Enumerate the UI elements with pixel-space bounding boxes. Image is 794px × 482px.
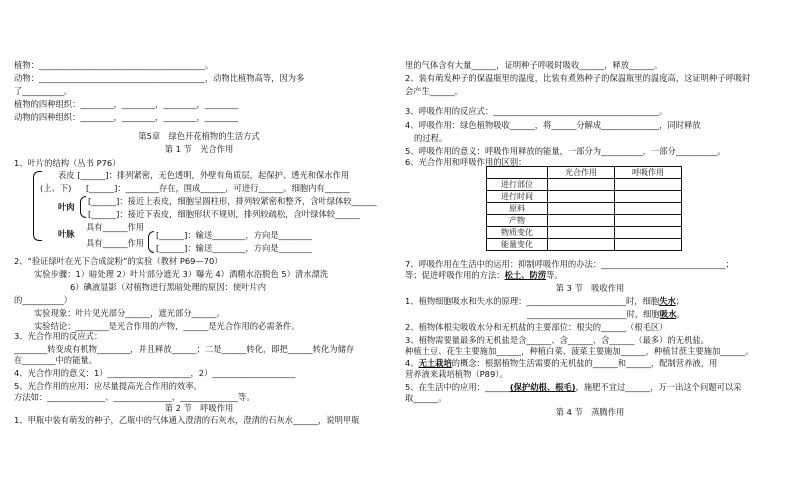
palisade-row: [______]：接近上表皮，细胞呈圆柱形，排列较紧密和整齐，含叶绿体较______: [88, 196, 377, 206]
section-title-respiration: 第 2 节 呼吸作用: [164, 403, 234, 413]
row-label: 产物: [487, 215, 548, 227]
q7-text-c: 等。: [546, 270, 563, 280]
q5-methods: 方法如：______________、______________、______________等。: [14, 392, 255, 402]
row-label: 物质变化: [487, 227, 548, 239]
animal-line: 动物：________________________________________，动物比植物高等，因为多: [14, 73, 305, 83]
experiment-conclusion: 实验结论：________是光合作用的产物，______是光合作用的必需条件。: [34, 321, 300, 331]
respiration-q4: 4、呼吸作用：绿色植物吸收______，将______分解成______________，同时释放: [405, 120, 701, 130]
row-label: 进行时间: [487, 191, 548, 203]
row-label: 进行部位: [487, 179, 548, 191]
animal-line-cont: 了__________。: [14, 86, 73, 96]
respiration-q7: 7、呼吸作用在生活中的运用：抑制呼吸作用的办法：______________________________；: [405, 259, 734, 269]
table-row: [487, 203, 682, 215]
table-row: [487, 239, 682, 251]
q1b-end: 。: [676, 309, 685, 319]
respiration-q5: 5、呼吸作用的意义：呼吸作用释放的能量，一部分为__________，一部分__________。: [405, 146, 726, 156]
q2-experiment: 2、“验证绿叶在光下合成淀粉”的实验（教材 P69—70）: [14, 256, 223, 266]
leaf-epidermis-row: 表皮 [______]：排列紧密，无色透明，外壁有角质层，起保护、透光和保水作用: [58, 170, 350, 180]
epidermis-sub: (上、下): [40, 183, 72, 193]
table-row: [487, 191, 682, 203]
vein-brace: [148, 231, 154, 253]
q5-protect-roots: (保护幼根、根毛): [509, 382, 576, 392]
table-header-cell: 光合作用: [548, 167, 615, 179]
experiment-phenomenon: 实验现象：叶片见光部分______，遮光部分______。: [34, 308, 225, 318]
q1-water-loss: 失水: [659, 296, 676, 306]
plant-tissues-line: 植物的四种组织：________，________，________，________: [14, 99, 239, 109]
chapter-title: 第5章 绿色开花植物的生活方式: [138, 131, 260, 141]
q5-text: ，施肥不宜过______，万一出这个问题可以采: [575, 382, 742, 392]
absorption-q5-cont: 取______。: [405, 393, 447, 403]
absorption-q4: [405, 358, 717, 368]
respiration-q3: 3、呼吸作用的反应式：________________________________________。: [405, 106, 668, 116]
absorption-q1-cont: [527, 309, 685, 319]
respiration-q7-cont: [405, 270, 563, 280]
mesophyll-label: 叶肉: [58, 202, 75, 212]
respiration-q4-cont: 的过程。: [414, 133, 448, 143]
q5-prefix: 5、在生活中的应用：______: [405, 382, 510, 392]
q7-promote-methods: 松土、防涝: [504, 270, 547, 280]
q3-line-2: ________转变成有机物________，并且释放______；二是______转化，即把______转化为储存: [14, 344, 355, 354]
q5-application: 5、光合作用的应用：应尽量提高光合作用的效率。: [14, 381, 202, 391]
mesophyll-brace: [80, 196, 86, 218]
comparison-table: [486, 166, 682, 251]
q1-end: ；: [675, 296, 685, 306]
vein-function-2: 具有______作用: [86, 238, 145, 248]
q4-text: 的概念：根据植物生活需要的无机盐的______和______，配制营养液，用: [451, 358, 718, 368]
spongy-row: [______]：接近下表皮，细胞形状不规则，排列较疏松，含叶绿体较______: [88, 209, 360, 219]
q4-soilless-culture: 无土栽培: [418, 358, 452, 368]
respiration-q6: 6、光合作用和呼吸作用的区别：: [405, 157, 527, 167]
absorption-q5: [405, 382, 741, 392]
q3-line-3: 在________中的能量。: [14, 355, 97, 365]
q1-text: 1、植物细胞吸水和失水的原理：________________________时，细胞: [405, 296, 660, 306]
plant-line: 植物：________________________________________。: [14, 60, 214, 70]
section-title-photosynthesis: 第 1 节 光合作用: [164, 144, 234, 154]
respiration-q2: 2、装有萌发种子的保温瓶里的温度，比装有煮熟种子的保温瓶里的温度高，这证明种子呼吸时: [405, 73, 751, 83]
q4-significance: 4、光合作用的意义：1）____________________，2）____________________: [14, 368, 296, 378]
table-row: [487, 227, 682, 239]
q4-prefix: 4、: [405, 358, 419, 368]
absorption-q1: [405, 296, 684, 306]
table-row: [487, 215, 682, 227]
absorption-q3-cont: 种植土豆、花生主要施加______，种植白菜、菠菜主要施加______，种植甘蔗主要施加______。: [405, 346, 754, 356]
leaf-stoma-row: [______]：________存在，围成______，可进行______。细胞内有______: [86, 183, 350, 193]
q1-water-gain: 吸水: [659, 309, 677, 319]
experiment-steps-3: 的__________）: [14, 295, 73, 305]
phloem-row: [______]：输送________，方向是________: [156, 243, 312, 253]
table-header-cell: 呼吸作用: [615, 167, 682, 179]
leaf-brace-outer: [33, 171, 42, 241]
table-header-row: [487, 167, 682, 179]
q1b-text: ________________________时，细胞: [527, 309, 660, 319]
animal-tissues-line: 动物的四种组织：________，________，________，________: [14, 112, 239, 122]
vein-label: 叶脉: [58, 229, 75, 239]
experiment-steps-2: 6）碘液显影（对植物进行黑暗处理的原因：使叶片内: [70, 282, 267, 292]
q1-leaf-structure: 1、叶片的结构（丛书 P76）: [14, 158, 121, 168]
row-label: 能量变化: [487, 239, 548, 251]
respiration-q2-cont: 会产生______。: [405, 86, 464, 96]
table-row: [487, 179, 682, 191]
vein-function-1: 具有______作用: [86, 222, 145, 232]
respiration-q1: 1、甲瓶中装有萌发的种子，乙瓶中的气体通入澄清的石灰水，澄清的石灰水______，说明甲瓶: [14, 415, 360, 425]
absorption-q2: 2、植物体根尖吸收水分和无机盐的主要部位：根尖的______（根毛区）: [405, 322, 668, 332]
q7-text-a: 等；促进呼吸作用的方法：: [405, 270, 505, 280]
respiration-q1-cont: 里的气体含有大量______，证明种子呼吸时吸收______，释放______。: [405, 60, 663, 70]
section-title-absorption: 第 3 节 吸收作用: [555, 283, 625, 293]
xylem-row: [______]：输送________，方向是________: [156, 230, 312, 240]
absorption-q4-cont: 营养液来栽培植物（P89）。: [405, 369, 508, 379]
experiment-steps: 实验步骤：1）暗处理 2）叶片部分遮光 3）曝光 4）酒精水浴脱色 5）清水漂洗: [34, 269, 329, 279]
row-label: 原料: [487, 203, 548, 215]
section-title-transpiration: 第 4 节 蒸腾作用: [555, 407, 625, 417]
q3-equation: 3、光合作用的反应式：: [14, 331, 103, 341]
absorption-q3: 3、植物需要量最多的无机盐是含______、含______、含______（最多）的无机盐。: [405, 335, 709, 345]
table-header-cell: [487, 167, 548, 179]
